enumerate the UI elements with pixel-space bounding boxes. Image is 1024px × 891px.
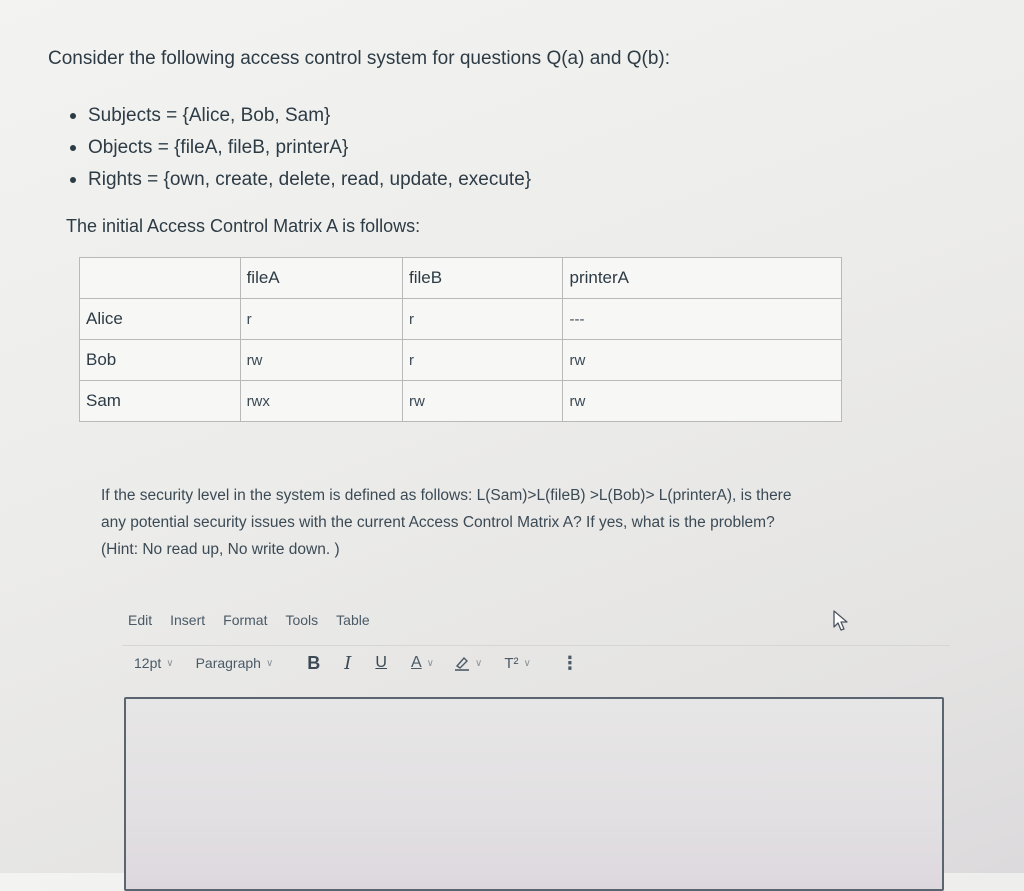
table-cell: r [403, 299, 563, 340]
more-options-icon[interactable]: ⋮ [560, 652, 579, 673]
bullet-icon [70, 177, 76, 183]
italic-button[interactable]: I [344, 652, 352, 674]
column-header [80, 258, 241, 299]
definition-list [70, 100, 531, 196]
underline-button[interactable]: U [375, 654, 387, 671]
table-row [80, 340, 842, 381]
row-subject: Alice [80, 299, 241, 340]
intro-text: Consider the following access control system for questions Q(a) and Q(b): [48, 48, 670, 69]
font-size-value: 12pt [134, 655, 162, 671]
menu-edit[interactable]: Edit [128, 612, 153, 628]
menu-format[interactable]: Format [223, 612, 268, 628]
superscript-button[interactable] [504, 655, 531, 672]
question-hint: (Hint: No read up, No write down. ) [101, 541, 340, 558]
table-cell: --- [563, 299, 842, 340]
matrix-intro: The initial Access Control Matrix A is follows: [66, 216, 421, 236]
question-line: If the security level in the system is defined as follows: L(Sam)>L(fileB) >L(Bob)> L(printerA), is there [101, 487, 792, 504]
text-color-icon: A [410, 654, 422, 671]
table-cell: r [240, 299, 402, 340]
menu-insert[interactable]: Insert [170, 612, 206, 628]
editor-toolbar [134, 650, 579, 676]
chevron-down-icon: ∨ [265, 657, 274, 669]
list-item: Subjects = {Alice, Bob, Sam} [70, 100, 531, 132]
highlight-button[interactable] [454, 655, 482, 671]
text-color-button[interactable] [411, 654, 434, 672]
table-cell: rw [240, 340, 402, 381]
cursor-icon [832, 610, 850, 632]
row-subject: Bob [80, 340, 241, 381]
bold-button[interactable]: B [307, 652, 321, 673]
answer-editor[interactable] [124, 697, 944, 891]
block-format-value: Paragraph [195, 655, 261, 671]
chevron-down-icon: ∨ [523, 657, 531, 669]
menu-tools[interactable]: Tools [285, 612, 319, 628]
bullet-icon [70, 113, 76, 119]
editor-menubar [128, 612, 370, 628]
question-text [101, 482, 961, 563]
chevron-down-icon: ∨ [166, 657, 174, 669]
table-cell: rw [403, 381, 563, 422]
table-row [80, 299, 842, 340]
chevron-down-icon: ∨ [474, 657, 483, 669]
superscript-icon: T² [504, 654, 519, 672]
column-header: fileA [240, 258, 402, 299]
block-format-select[interactable] [196, 655, 274, 671]
bullet-icon [70, 145, 76, 151]
row-subject: Sam [80, 381, 241, 422]
table-cell: r [403, 340, 563, 381]
menu-table[interactable]: Table [336, 612, 370, 628]
toolbar-divider [122, 645, 950, 646]
table-cell: rwx [240, 381, 402, 422]
font-size-select[interactable] [134, 655, 174, 671]
column-header: printerA [563, 258, 842, 299]
chevron-down-icon: ∨ [426, 657, 434, 669]
question-line: any potential security issues with the current Access Control Matrix A? If yes, what is the problem? [101, 514, 775, 531]
access-control-matrix [79, 257, 842, 422]
list-item: Objects = {fileA, fileB, printerA} [70, 132, 531, 164]
highlight-icon [454, 655, 470, 671]
table-cell: rw [563, 340, 842, 381]
list-item: Rights = {own, create, delete, read, update, execute} [70, 164, 531, 196]
table-header-row [80, 258, 842, 299]
table-cell: rw [563, 381, 842, 422]
column-header: fileB [403, 258, 563, 299]
table-row [80, 381, 842, 422]
